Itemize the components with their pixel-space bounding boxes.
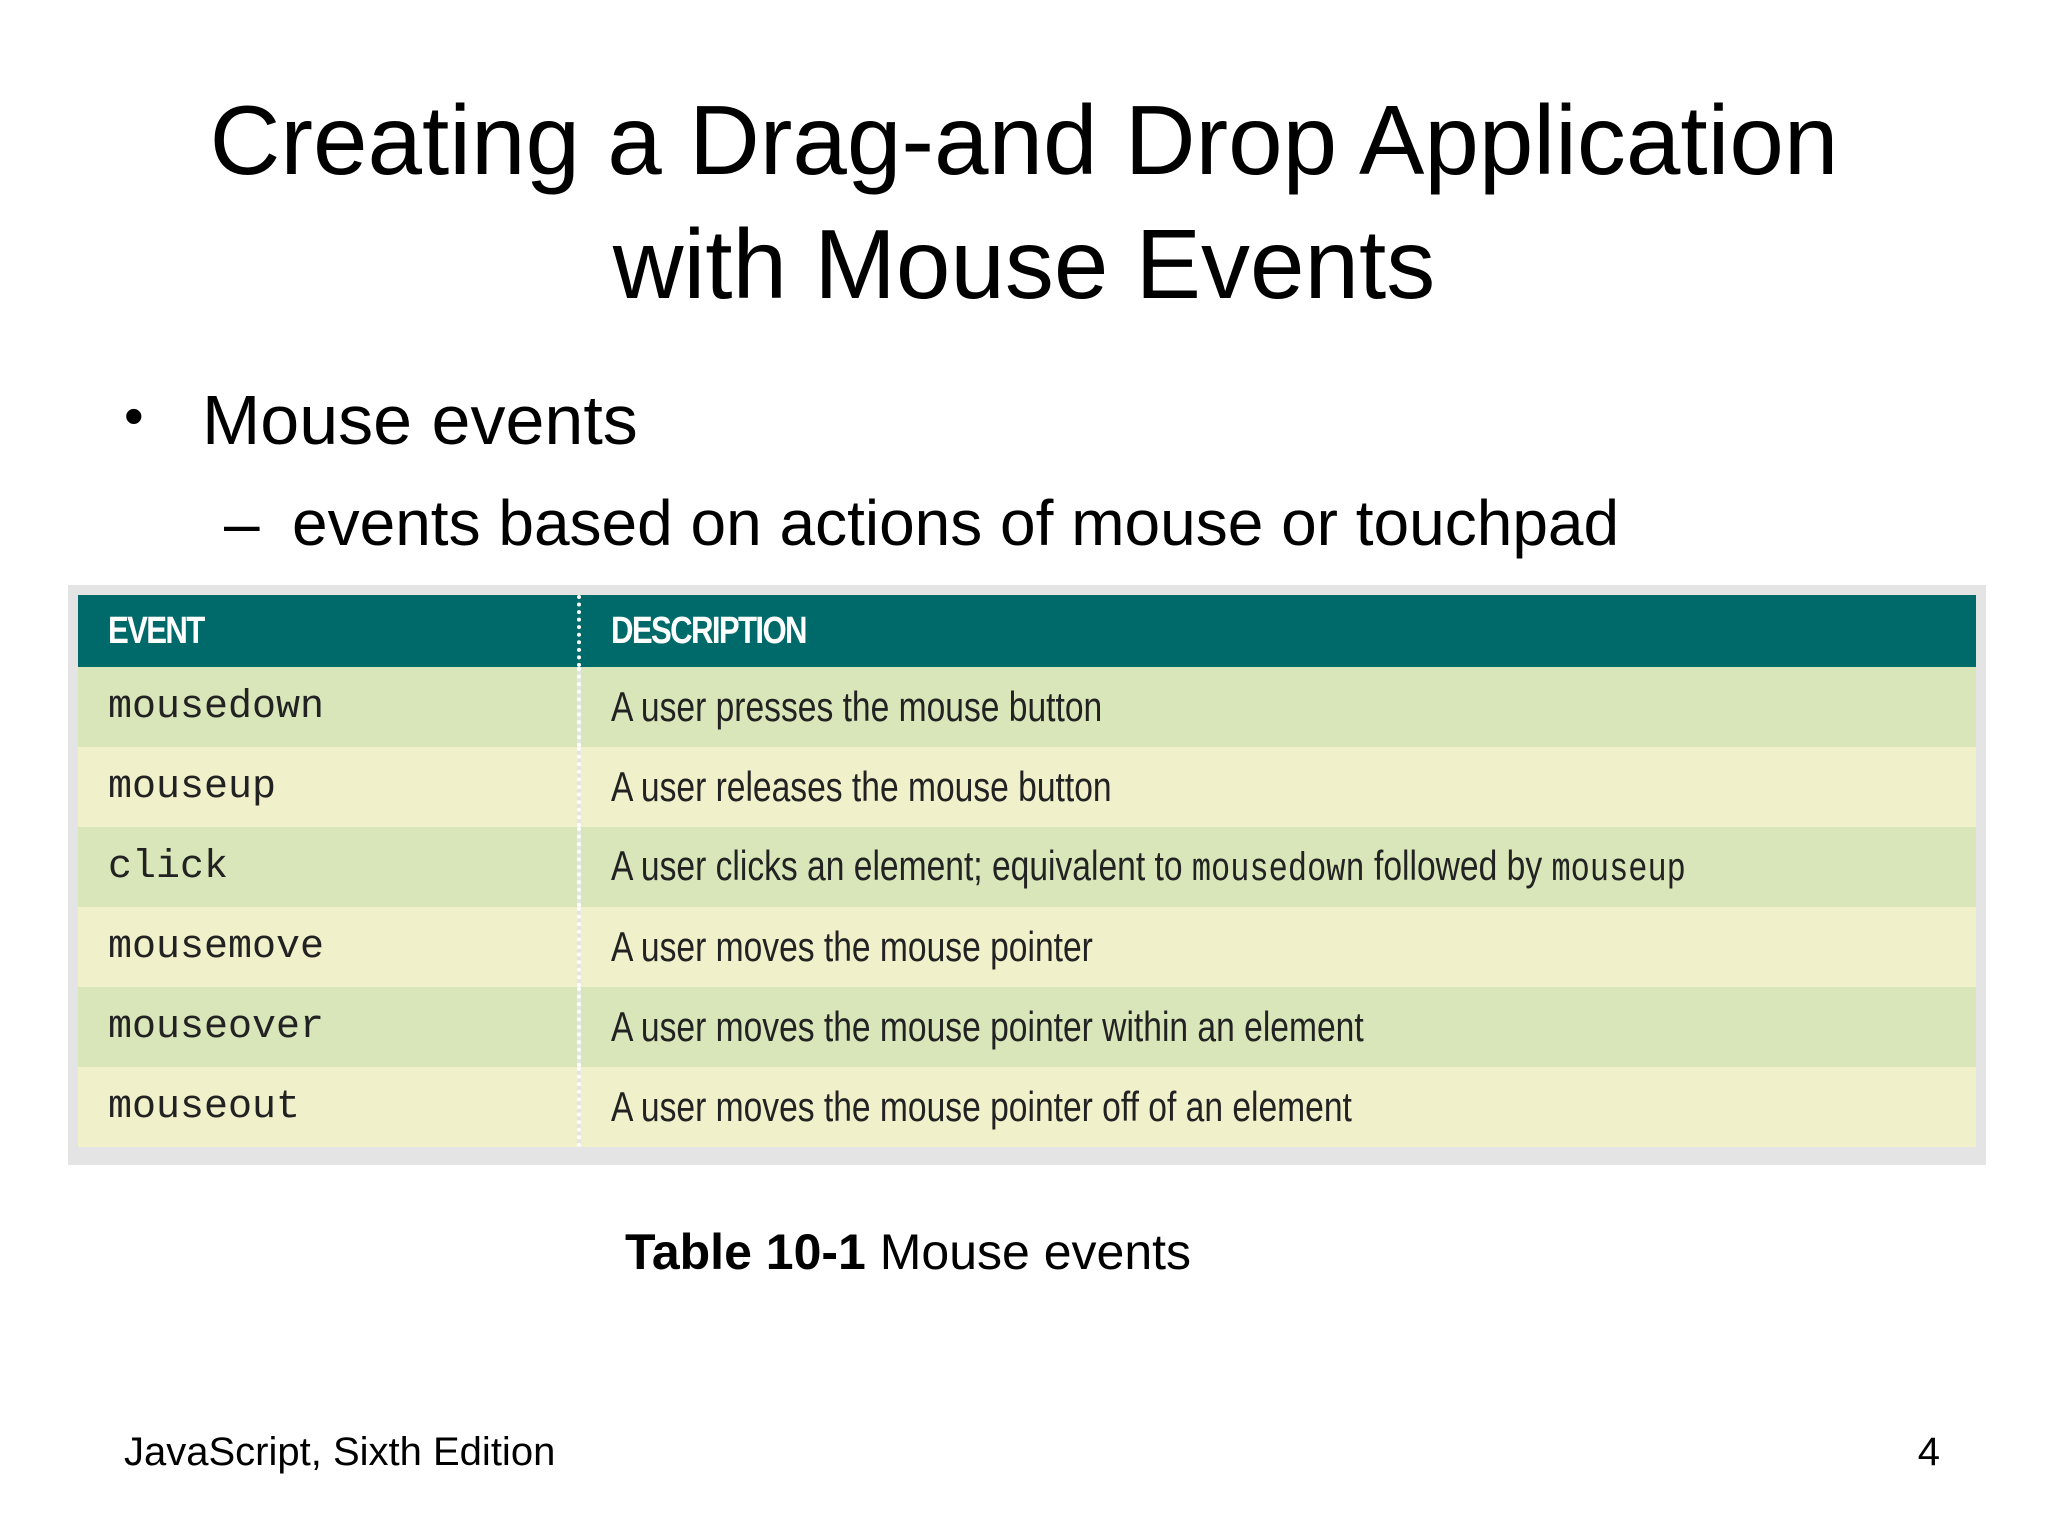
bullet-text: Mouse events [202,381,638,459]
description-text: A user clicks an element; equivalent to [611,841,1192,889]
event-description-cell [579,747,1976,827]
event-name-cell: mouseover [78,987,579,1067]
description-text: A user presses the mouse button [611,683,1103,730]
event-description-cell [579,1067,1976,1147]
footer-page-number: 4 [1917,1430,1940,1474]
column-header-event: EVENT [78,595,579,667]
event-description-cell [579,827,1976,907]
bullet-item [124,378,638,462]
sub-bullet-item [224,484,1620,562]
table-row [78,907,1976,987]
code-term: mousedown [1191,847,1365,893]
column-header-description: DESCRIPTION [579,595,1976,667]
description-text: followed by [1364,841,1552,889]
event-description-cell [579,667,1976,747]
table-row [78,747,1976,827]
description-text: A user moves the mouse pointer off of an element [611,1083,1352,1130]
table-body [78,667,1976,1147]
sub-bullet-text: events based on actions of mouse or touchpad [292,487,1620,559]
table-row [78,667,1976,747]
event-name-cell: mousemove [78,907,579,987]
bullet-marker: • [124,384,144,447]
table-row [78,987,1976,1067]
caption-label: Table 10-1 [625,1224,866,1280]
event-name-cell: click [78,827,579,907]
event-name-cell: mouseup [78,747,579,827]
description-text: A user moves the mouse pointer within an element [611,1003,1364,1050]
slide-title [0,78,2048,326]
code-term: mouseup [1551,847,1686,893]
event-description-cell [579,987,1976,1067]
slide-title-line-2: with Mouse Events [612,209,1436,319]
footer-book-title: JavaScript, Sixth Edition [124,1430,556,1474]
sub-bullet-marker: – [224,487,260,559]
description-text: A user releases the mouse button [611,763,1112,810]
table-row [78,827,1976,907]
description-text: A user moves the mouse pointer [611,923,1093,970]
event-name-cell: mousedown [78,667,579,747]
event-name-cell: mouseout [78,1067,579,1147]
slide-title-line-1: Creating a Drag-and Drop Application [209,85,1839,195]
caption-text: Mouse events [865,1224,1192,1280]
mouse-events-table-frame [68,585,1986,1165]
table-row [78,1067,1976,1147]
event-description-cell [579,907,1976,987]
table-caption [625,1222,1191,1282]
mouse-events-table [78,595,1976,1147]
table-header-row [78,595,1976,667]
